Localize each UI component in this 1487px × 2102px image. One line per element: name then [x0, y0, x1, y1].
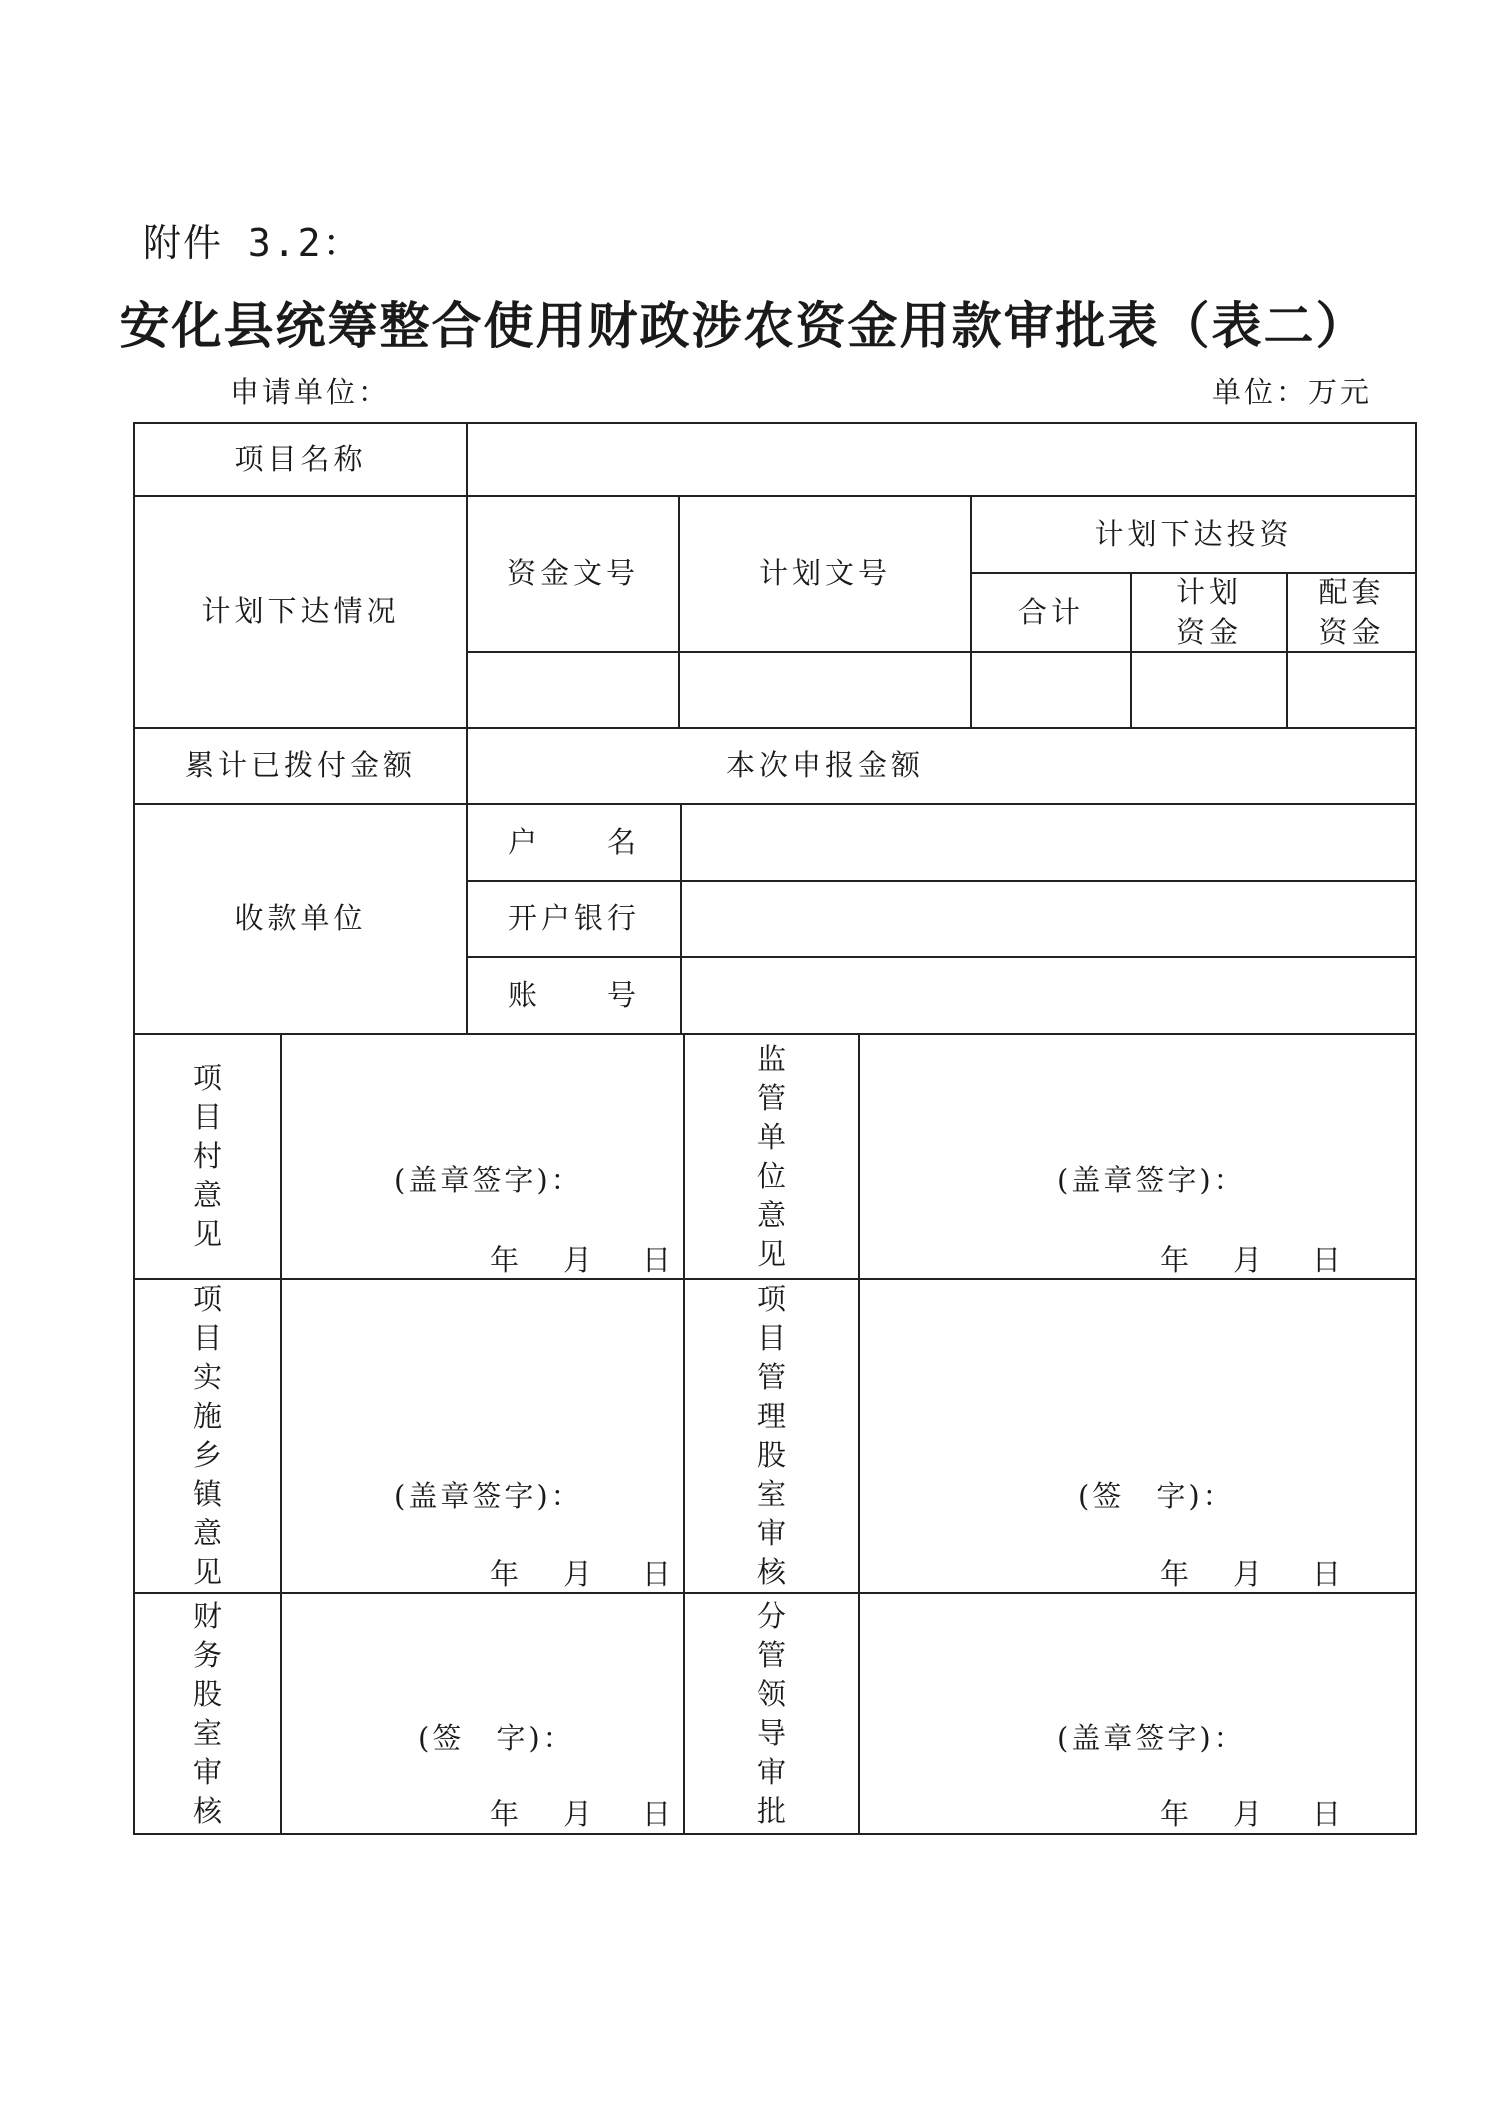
plan-fund-label: [1132, 574, 1286, 651]
label-char: 监: [756, 1041, 786, 1076]
year-label: 年: [1160, 1243, 1190, 1277]
grid-line: [280, 1033, 282, 1835]
day-label: 日: [1312, 1243, 1342, 1277]
label-char: 管: [756, 1637, 786, 1672]
label-char: 管: [756, 1360, 786, 1394]
month-label: 月: [563, 1557, 593, 1591]
label-char: 分: [756, 1598, 786, 1633]
plan-fund-line-2: 资金: [1175, 614, 1242, 649]
label-char: 目: [192, 1100, 222, 1134]
cumulative-paid-label: 累计已拨付金额: [184, 748, 416, 783]
day-label: 日: [642, 1557, 672, 1591]
total-field[interactable]: [972, 653, 1130, 727]
label-char: 单: [756, 1119, 786, 1154]
cumulative-paid-field[interactable]: [468, 729, 678, 803]
grid-line: [858, 1033, 860, 1835]
supervisor-date: [1160, 1238, 1341, 1279]
label-char: 财: [192, 1598, 222, 1633]
label-char: 审: [756, 1754, 786, 1789]
year-label: 年: [1160, 1797, 1190, 1831]
applicant-label: 申请单位：: [230, 375, 391, 409]
year-label: 年: [490, 1557, 520, 1591]
day-label: 日: [642, 1797, 672, 1831]
township-seal-sign: (盖章签字)：: [394, 1479, 583, 1513]
bank-label: 开户银行: [507, 901, 640, 936]
label-char: 项: [192, 1282, 222, 1316]
plan-investment-label: 计划下达投资: [1094, 516, 1293, 551]
grid-line: [133, 1833, 1417, 1835]
label-char: 批: [756, 1793, 786, 1828]
label-char: 理: [756, 1399, 786, 1433]
leader-seal-sign: (盖章签字)：: [1057, 1721, 1246, 1755]
label-char: 务: [192, 1637, 222, 1672]
fund-doc-no-label: 资金文号: [506, 556, 639, 591]
account-name-field[interactable]: [682, 805, 1415, 880]
label-char: 室: [756, 1477, 786, 1511]
grid-line: [1415, 422, 1417, 1835]
form-title: 安化县统筹整合使用财政涉农资金用款审批表（表二）: [119, 296, 1368, 355]
fund-doc-no-field[interactable]: [468, 653, 678, 727]
plan-situation-label: 计划下达情况: [201, 594, 400, 629]
leader-date: [1160, 1792, 1341, 1833]
project-mgmt-date: [1160, 1552, 1341, 1593]
plan-fund-line-1: 计划: [1175, 575, 1242, 610]
supervisor-opinion-label: [685, 1035, 858, 1278]
month-label: 月: [563, 1243, 593, 1277]
month-label: 月: [563, 1797, 593, 1831]
plan-fund-field[interactable]: [1132, 653, 1286, 727]
label-char: 核: [192, 1793, 222, 1828]
label-char: 意: [192, 1178, 222, 1212]
month-label: 月: [1233, 1243, 1263, 1277]
finance-review-label: [135, 1594, 280, 1833]
bank-field[interactable]: [682, 882, 1415, 956]
label-char: 室: [192, 1715, 222, 1750]
label-char: 项: [192, 1061, 222, 1095]
finance-date: [490, 1792, 671, 1833]
label-char: 股: [756, 1438, 786, 1472]
leader-approval-label: [685, 1594, 858, 1833]
account-no-label: 账 号: [507, 977, 640, 1012]
year-label: 年: [490, 1797, 520, 1831]
attachment-label: 附件 3.2：: [143, 221, 363, 265]
day-label: 日: [1312, 1557, 1342, 1591]
matching-fund-label: [1288, 574, 1415, 651]
month-label: 月: [1233, 1557, 1263, 1591]
label-char: 导: [756, 1715, 786, 1750]
label-char: 施: [192, 1399, 222, 1433]
day-label: 日: [1312, 1797, 1342, 1831]
matching-fund-line-1: 配套: [1318, 575, 1385, 610]
matching-fund-field[interactable]: [1288, 653, 1415, 727]
project-name-field[interactable]: [468, 424, 1415, 495]
label-char: 审: [756, 1516, 786, 1550]
label-char: 见: [756, 1236, 786, 1271]
label-char: 审: [192, 1754, 222, 1789]
total-label: 合计: [1017, 594, 1084, 629]
project-mgmt-review-label: [685, 1280, 858, 1592]
label-char: 领: [756, 1676, 786, 1711]
year-label: 年: [1160, 1557, 1190, 1591]
label-char: 目: [756, 1321, 786, 1355]
village-seal-sign: (盖章签字)：: [394, 1163, 583, 1197]
project-name-label: 项目名称: [234, 441, 367, 476]
label-char: 目: [192, 1321, 222, 1355]
label-char: 镇: [192, 1477, 222, 1511]
payee-label: 收款单位: [234, 901, 367, 936]
plan-doc-no-field[interactable]: [680, 653, 970, 727]
label-char: 管: [756, 1080, 786, 1115]
supervisor-seal-sign: (盖章签字)：: [1057, 1163, 1246, 1197]
plan-doc-no-label: 计划文号: [758, 556, 891, 591]
village-date: [490, 1238, 671, 1279]
label-char: 乡: [192, 1438, 222, 1472]
label-char: 见: [192, 1217, 222, 1251]
label-char: 核: [756, 1555, 786, 1589]
finance-sign: (签 字)：: [418, 1721, 575, 1755]
unit-label: 单位：万元: [1212, 375, 1373, 409]
township-date: [490, 1552, 671, 1593]
account-no-field[interactable]: [682, 958, 1415, 1033]
matching-fund-line-2: 资金: [1318, 614, 1385, 649]
label-char: 意: [192, 1516, 222, 1550]
label-char: 意: [756, 1197, 786, 1232]
label-char: 项: [756, 1282, 786, 1316]
account-name-label: 户 名: [507, 824, 640, 859]
label-char: 见: [192, 1555, 222, 1589]
month-label: 月: [1233, 1797, 1263, 1831]
township-opinion-label: [135, 1280, 280, 1592]
project-mgmt-sign: (签 字)：: [1078, 1479, 1235, 1513]
label-char: 位: [756, 1158, 786, 1193]
label-char: 股: [192, 1676, 222, 1711]
current-request-field[interactable]: [972, 729, 1415, 803]
year-label: 年: [490, 1243, 520, 1277]
village-opinion-label: [135, 1035, 280, 1278]
label-char: 村: [192, 1139, 222, 1173]
label-char: 实: [192, 1360, 222, 1394]
day-label: 日: [642, 1243, 672, 1277]
current-request-label: 本次申报金额: [725, 748, 924, 783]
